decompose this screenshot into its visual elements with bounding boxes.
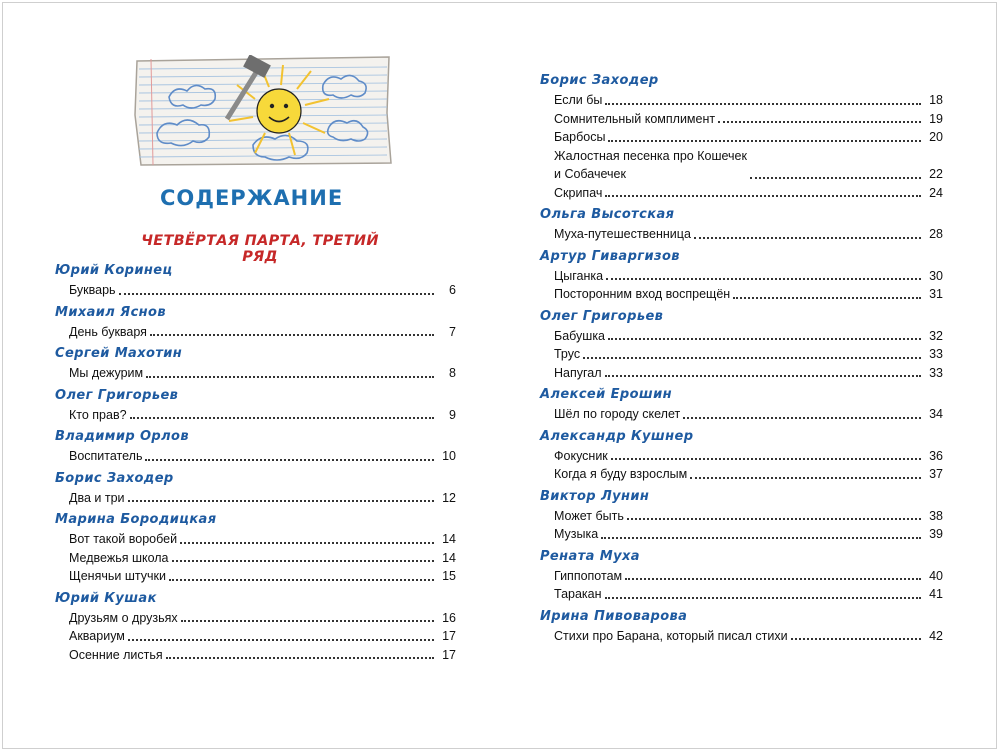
- entry-title: Жалостная песенка про Кошечек и Собачечек: [554, 148, 747, 181]
- dot-leader: [791, 638, 921, 640]
- toc-entry[interactable]: [69, 609, 456, 628]
- dot-leader: [690, 477, 921, 479]
- dot-leader: [627, 518, 921, 520]
- entry-title: Стихи про Барана, который писал стихи: [554, 628, 788, 643]
- toc-entry[interactable]: [554, 507, 943, 526]
- author-name: Виктор Лунин: [540, 488, 650, 504]
- author-name: Марина Бородицкая: [55, 512, 217, 527]
- author-name: Борис Заходер: [55, 470, 174, 486]
- author-name: Юрий Кушак: [55, 590, 157, 606]
- dot-leader: [611, 458, 921, 460]
- entry-title: Гиппопотам: [554, 568, 623, 583]
- toc-entry[interactable]: [69, 567, 456, 586]
- toc-entry[interactable]: [69, 447, 456, 466]
- dot-leader: [605, 103, 921, 105]
- toc-entry[interactable]: [554, 184, 943, 203]
- author-name: Ирина Пивоварова: [540, 608, 688, 624]
- toc-entry[interactable]: [554, 345, 943, 364]
- page-number: 7: [449, 324, 456, 339]
- dot-leader: [180, 542, 434, 544]
- page-number: 24: [929, 185, 943, 200]
- entry-title: Фокусник: [554, 448, 608, 463]
- toc-entry[interactable]: [69, 323, 456, 342]
- toc-entry[interactable]: [69, 627, 456, 646]
- entry-title: Барбосы: [554, 130, 606, 144]
- toc-entry[interactable]: [554, 128, 943, 147]
- dot-leader: [683, 417, 921, 419]
- toc-title: СОДЕРЖАНИЕ: [160, 186, 344, 210]
- toc-entry[interactable]: [554, 627, 943, 646]
- author-name: Борис Заходер: [540, 73, 659, 88]
- dot-leader: [166, 657, 434, 659]
- entry-title: Осенние листья: [69, 647, 163, 662]
- page-number: 15: [442, 569, 456, 583]
- entry-title: Два и три: [69, 490, 125, 505]
- dot-leader: [694, 237, 921, 239]
- entry-title: Вот такой воробей: [69, 532, 178, 546]
- page-number: 36: [929, 448, 943, 463]
- page-number: 28: [929, 227, 943, 241]
- toc-entry[interactable]: [69, 549, 456, 568]
- entry-title: Кто прав?: [69, 407, 127, 422]
- illustration: [133, 55, 393, 167]
- section-title: ЧЕТВЁРТАЯ ПАРТА, ТРЕТИЙ РЯД: [141, 233, 379, 265]
- dot-leader: [605, 375, 921, 377]
- entry-title: Щенячьи штучки: [69, 569, 166, 583]
- entry-title: Букварь: [69, 283, 116, 297]
- toc-entry[interactable]: [554, 567, 943, 586]
- dot-leader: [608, 140, 921, 142]
- page-number: 41: [929, 587, 943, 601]
- page-number: 20: [929, 130, 943, 144]
- author-name: Рената Муха: [540, 548, 640, 564]
- page-number: 38: [929, 508, 943, 523]
- toc-entry[interactable]: [69, 646, 456, 665]
- dot-leader: [169, 579, 434, 581]
- dot-leader: [146, 376, 434, 378]
- author-name: Олег Григорьев: [540, 308, 664, 324]
- page-number: 8: [449, 366, 456, 380]
- page-number: 40: [929, 568, 943, 583]
- toc-entry[interactable]: [69, 364, 456, 383]
- dot-leader: [130, 417, 434, 419]
- page-number: 33: [929, 365, 943, 380]
- toc-entry[interactable]: [554, 447, 943, 466]
- page-number: 42: [929, 628, 943, 643]
- entry-title: Муха-путешественница: [554, 227, 691, 241]
- dot-leader: [150, 334, 434, 336]
- toc-entry[interactable]: [554, 525, 943, 544]
- entry-title: Шёл по городу скелет: [554, 407, 681, 421]
- toc-entry[interactable]: [554, 91, 943, 110]
- smiling-sun-icon: [257, 89, 301, 133]
- author-name: Юрий Коринец: [55, 263, 173, 278]
- entry-title: Скрипач: [554, 185, 603, 200]
- dot-leader: [583, 357, 921, 359]
- toc-entry[interactable]: [554, 147, 943, 184]
- author-name: Ольга Высотская: [540, 207, 675, 222]
- page-number: 14: [442, 550, 456, 565]
- page-number: 6: [449, 283, 456, 297]
- entry-title: Воспитатель: [69, 449, 143, 463]
- entry-title: Медвежья школа: [69, 550, 169, 565]
- entry-title: Музыка: [554, 527, 599, 541]
- entry-title: Если бы: [554, 93, 603, 107]
- dot-leader: [608, 338, 921, 340]
- entry-title: Цыганка: [554, 268, 604, 283]
- page-number: 16: [442, 610, 456, 625]
- entry-title: Аквариум: [69, 629, 125, 643]
- page-number: 34: [929, 407, 943, 421]
- toc-entry[interactable]: [69, 406, 456, 425]
- dot-leader: [605, 597, 921, 599]
- toc-right-column: [540, 68, 943, 645]
- toc-entry[interactable]: [554, 225, 943, 244]
- entry-title: Может быть: [554, 508, 624, 523]
- dot-leader: [172, 560, 434, 562]
- toc-entry[interactable]: [554, 267, 943, 286]
- entry-title: Друзьям о друзьях: [69, 610, 178, 625]
- toc-entry[interactable]: [554, 327, 943, 346]
- author-name: Олег Григорьев: [55, 387, 179, 403]
- author-name: Сергей Махотин: [55, 346, 183, 361]
- page-number: 33: [929, 347, 943, 361]
- toc-entry[interactable]: [554, 585, 943, 604]
- toc-entry[interactable]: [554, 405, 943, 424]
- author-name: Александр Кушнер: [540, 428, 694, 444]
- entry-title: Сомнительный комплимент: [554, 111, 716, 126]
- entry-title: Трус: [554, 347, 581, 361]
- author-name: Михаил Яснов: [55, 304, 167, 320]
- dot-leader: [625, 578, 921, 580]
- page-number: 17: [442, 629, 456, 643]
- toc-entry[interactable]: [554, 110, 943, 129]
- entry-title: Таракан: [554, 587, 602, 601]
- dot-leader: [605, 195, 921, 197]
- dot-leader: [718, 121, 921, 123]
- entry-title: День букваря: [69, 324, 147, 339]
- author-name: Артур Гиваргизов: [540, 248, 680, 264]
- entry-title: Бабушка: [554, 328, 606, 343]
- page-number: 39: [929, 527, 943, 541]
- entry-title: Мы дежурим: [69, 366, 144, 380]
- page-number: 22: [929, 167, 943, 181]
- page-number: 14: [442, 532, 456, 546]
- entry-title: Напугал: [554, 365, 602, 380]
- dot-leader: [750, 177, 921, 179]
- dot-leader: [128, 639, 434, 641]
- page-number: 32: [929, 328, 943, 343]
- page-number: 10: [442, 449, 456, 463]
- dot-leader: [601, 537, 921, 539]
- author-name: Алексей Ерошин: [540, 387, 672, 402]
- dot-leader: [181, 620, 434, 622]
- dot-leader: [119, 293, 434, 295]
- page-number: 12: [442, 490, 456, 505]
- entry-title: Когда я буду взрослым: [554, 467, 688, 481]
- toc-left-column: [55, 258, 456, 664]
- page-number: 17: [442, 647, 456, 662]
- toc-entry[interactable]: [554, 285, 943, 304]
- page-number: 9: [449, 407, 456, 422]
- page-number: 31: [929, 287, 943, 301]
- toc-entry[interactable]: [69, 489, 456, 508]
- toc-entry[interactable]: [69, 530, 456, 549]
- toc-entry[interactable]: [554, 465, 943, 484]
- page-number: 18: [929, 93, 943, 107]
- toc-entry[interactable]: [69, 281, 456, 300]
- entry-title: Посторонним вход воспрещён: [554, 287, 731, 301]
- page-number: 30: [929, 268, 943, 283]
- dot-leader: [606, 278, 921, 280]
- page-number: 19: [929, 111, 943, 126]
- author-name: Владимир Орлов: [55, 429, 190, 444]
- dot-leader: [145, 459, 434, 461]
- page-number: 37: [929, 467, 943, 481]
- dot-leader: [733, 297, 921, 299]
- dot-leader: [128, 500, 434, 502]
- toc-entry[interactable]: [554, 364, 943, 383]
